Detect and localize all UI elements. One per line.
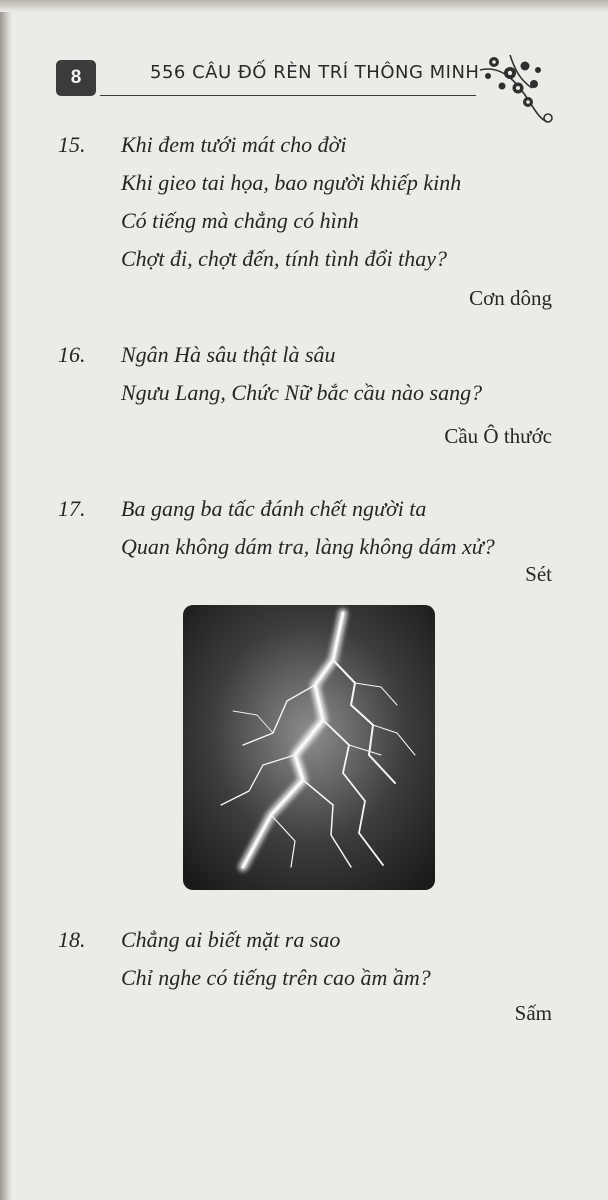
riddle-answer: Cơn dông bbox=[469, 286, 552, 310]
floral-ornament-icon bbox=[470, 40, 560, 130]
riddle-answer: Sét bbox=[525, 562, 552, 586]
page-header bbox=[0, 0, 608, 120]
riddle-17 bbox=[0, 490, 608, 590]
riddle-line: Quan không dám tra, làng không dám xử? bbox=[121, 534, 495, 559]
riddle-number: 18. bbox=[58, 927, 86, 952]
riddle-line: Khi gieo tai họa, bao người khiếp kinh bbox=[121, 170, 462, 195]
riddle-line: Ba gang ba tấc đánh chết người ta bbox=[121, 496, 427, 521]
lightning-illustration bbox=[183, 605, 435, 890]
riddle-line: Khi đem tưới mát cho đời bbox=[121, 132, 347, 157]
riddle-line: Có tiếng mà chẳng có hình bbox=[121, 208, 359, 233]
riddle-line: Ngưu Lang, Chức Nữ bắc cầu nào sang? bbox=[121, 380, 483, 405]
header-rule bbox=[100, 95, 476, 96]
riddle-15 bbox=[0, 126, 608, 316]
riddle-16 bbox=[0, 336, 608, 456]
riddle-answer: Cầu Ô thước bbox=[444, 424, 552, 448]
riddle-answer: Sấm bbox=[514, 1001, 552, 1025]
page-number-badge: 8 bbox=[56, 60, 96, 96]
riddle-line: Chỉ nghe có tiếng trên cao ầm ầm? bbox=[121, 965, 431, 990]
riddle-number: 15. bbox=[58, 132, 86, 157]
riddle-line: Chợt đi, chợt đến, tính tình đổi thay? bbox=[121, 246, 447, 271]
riddle-line: Chẳng ai biết mặt ra sao bbox=[121, 927, 341, 952]
riddle-number: 16. bbox=[58, 342, 86, 367]
riddle-number: 17. bbox=[58, 496, 86, 521]
running-title: 556 CÂU ĐỐ RÈN TRÍ THÔNG MINH bbox=[150, 62, 480, 83]
riddle-18 bbox=[0, 921, 608, 1031]
riddle-line: Ngân Hà sâu thật là sâu bbox=[121, 342, 336, 367]
